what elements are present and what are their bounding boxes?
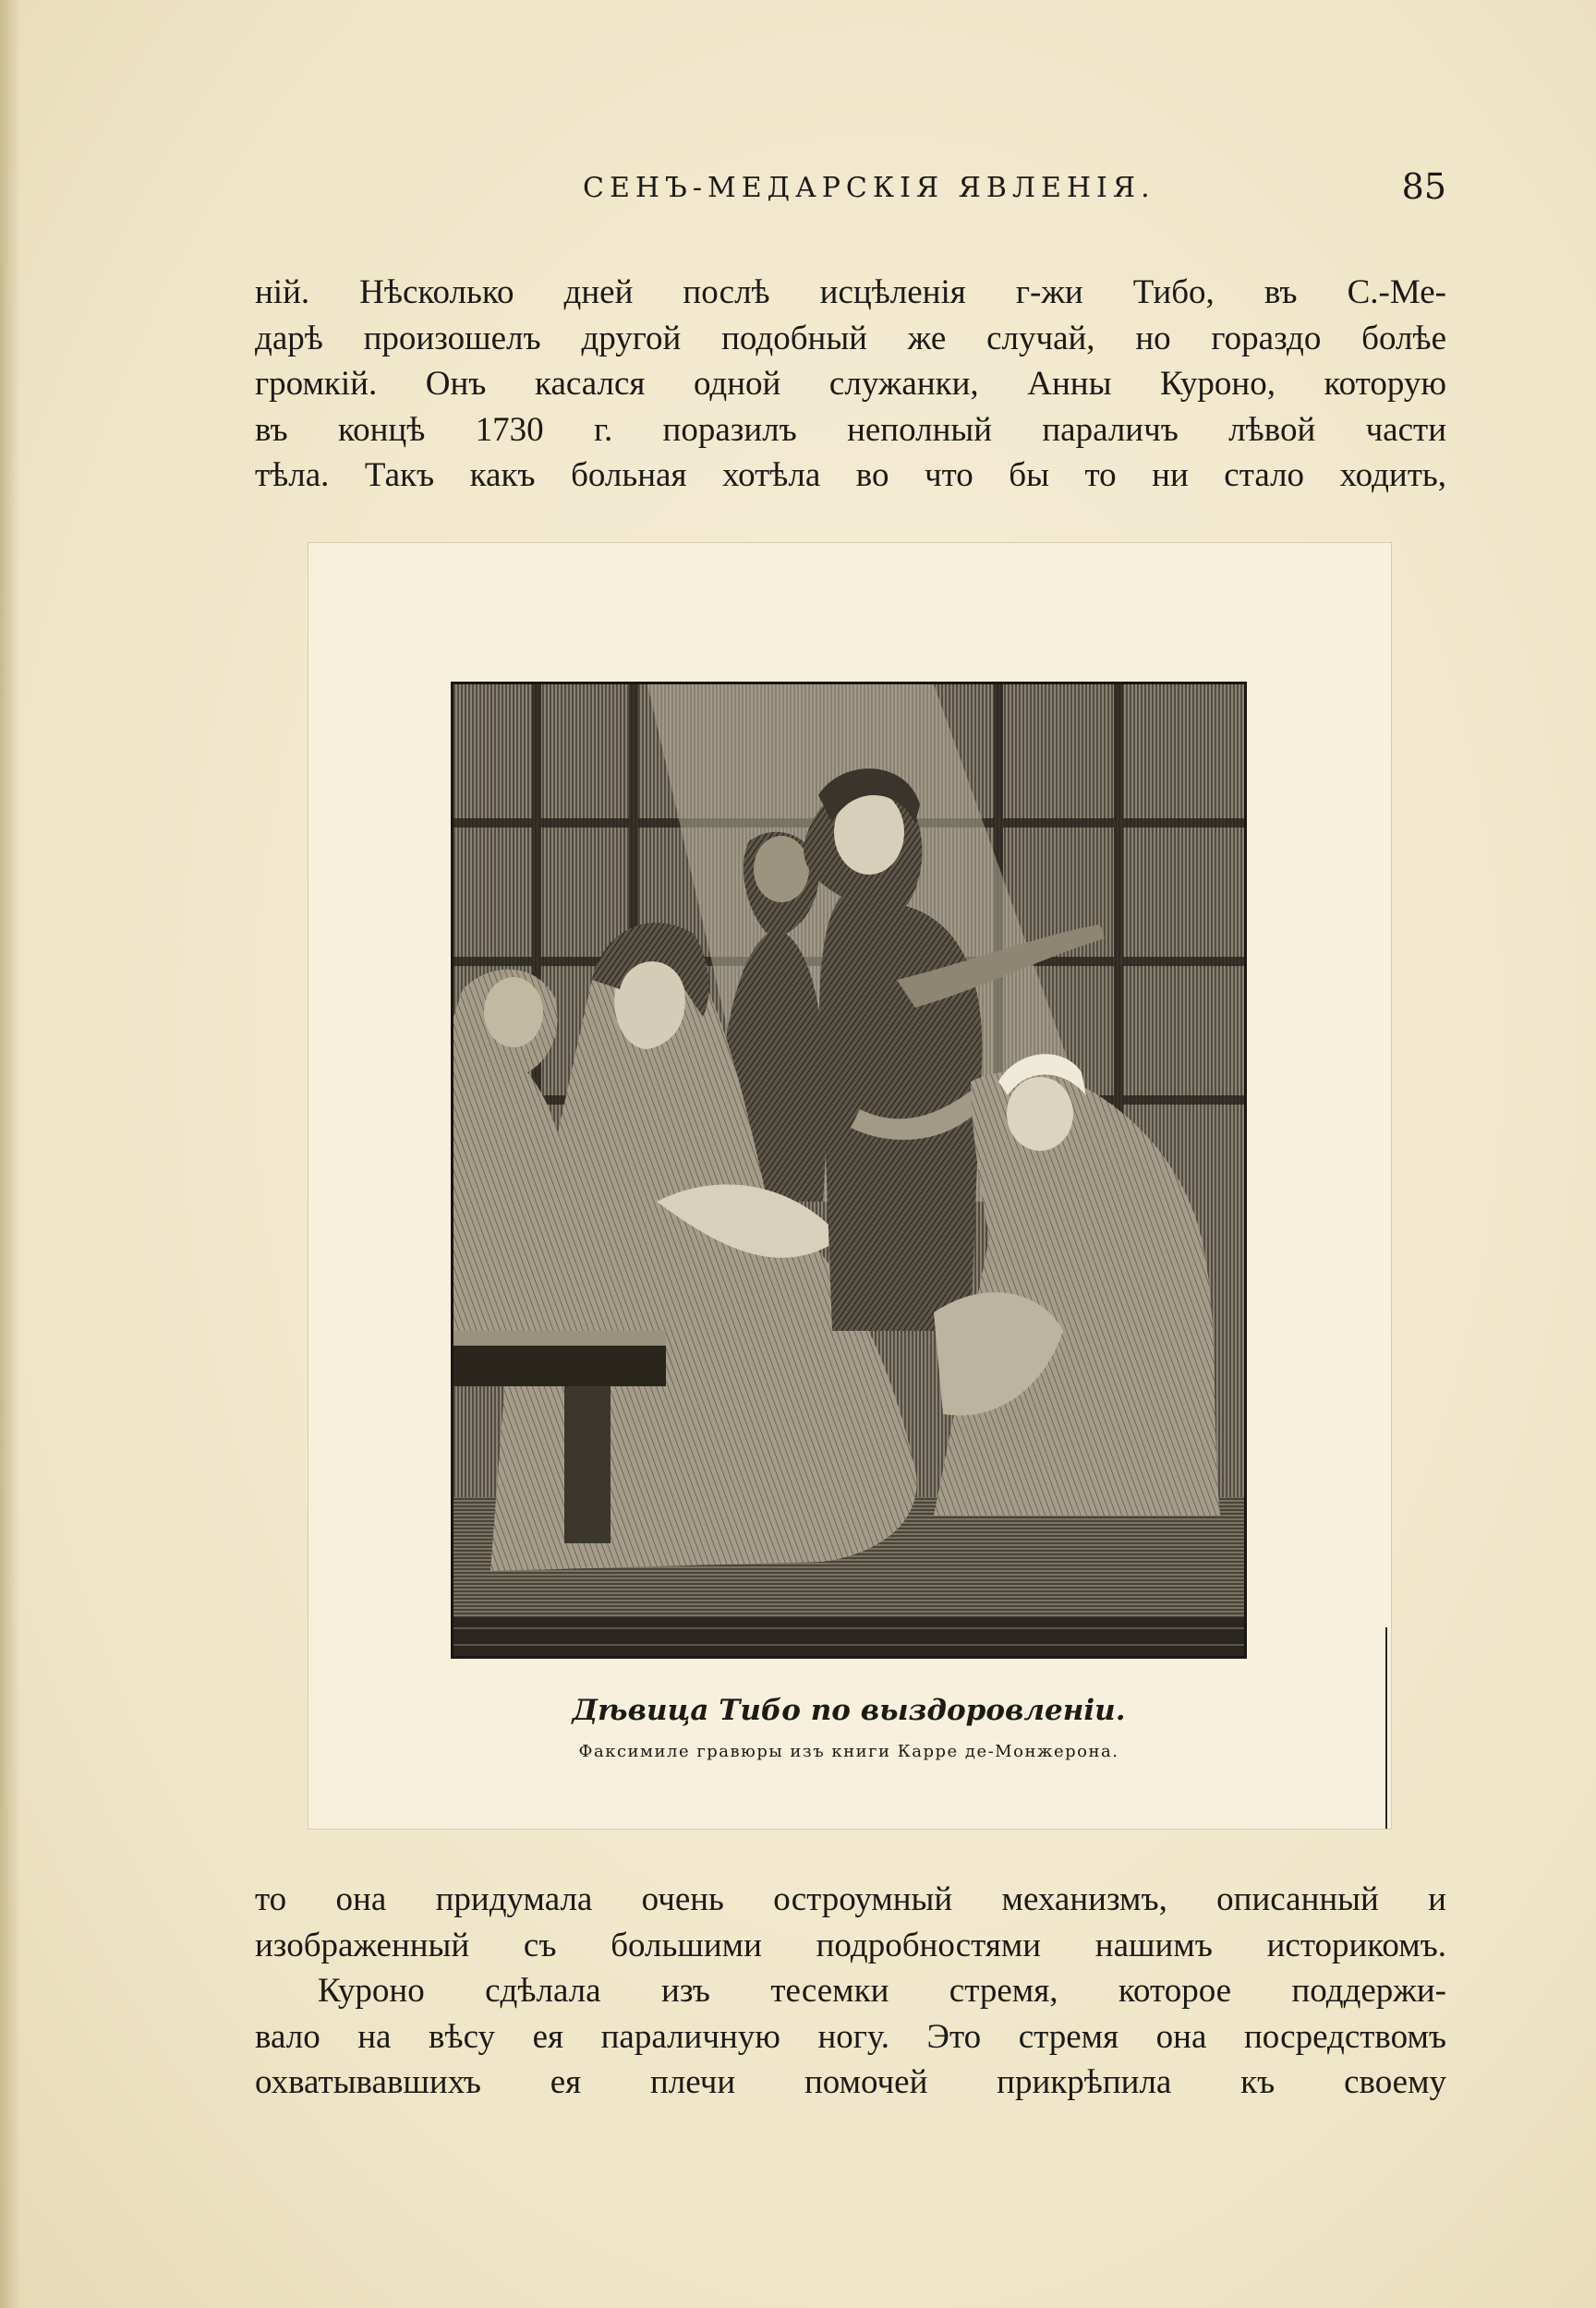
figure-caption: Дѣвица Тибо по выздоровленіи. [572,1694,1126,1727]
text-line: охватывавшихъ ея плечи помочей прикрѣпила къ своему [255,2063,1446,2101]
body-text-top [255,270,1446,499]
running-head: СЕНЪ-МЕДАРСКІЯ ЯВЛЕНІЯ. [583,172,1155,204]
text-line: изображенный съ большими подробностями нашимъ историкомъ. [255,1926,1446,1964]
body-text-bottom [255,1877,1446,2106]
text-line: въ концѣ 1730 г. поразилъ неполный параличъ лѣвой части [255,410,1446,449]
page-number: 85 [1401,166,1446,207]
engraving-picture [453,684,1244,1656]
text-line: Куроно сдѣлала изъ тесемки стремя, которое поддержи- [318,1972,1446,2010]
text-line: ній. Нѣсколько дней послѣ исцѣленія г-жи Тибо, въ С.-Ме- [255,273,1446,311]
text-line: громкій. Онъ касался одной служанки, Анны Куроно, которую [255,365,1446,403]
text-line: дарѣ произошелъ другой подобный же случай, но гораздо болѣе [255,319,1446,357]
figure-edge-rule [1385,1627,1387,1829]
text-line: то она придумала очень остроумный механизмъ, описанный и [255,1880,1446,1918]
page-header [255,166,1446,212]
figure-credit: Факсимиле гравюры изъ книги Карре де-Монжерона. [578,1742,1119,1761]
page-gutter-shadow [0,0,20,2308]
engraving-illustration [451,682,1247,1659]
text-line: тѣла. Такъ какъ больная хотѣла во что бы то ни стало ходить, [255,456,1446,494]
text-line: вало на вѣсу ея параличную ногу. Это стремя она посредствомъ [255,2017,1446,2056]
